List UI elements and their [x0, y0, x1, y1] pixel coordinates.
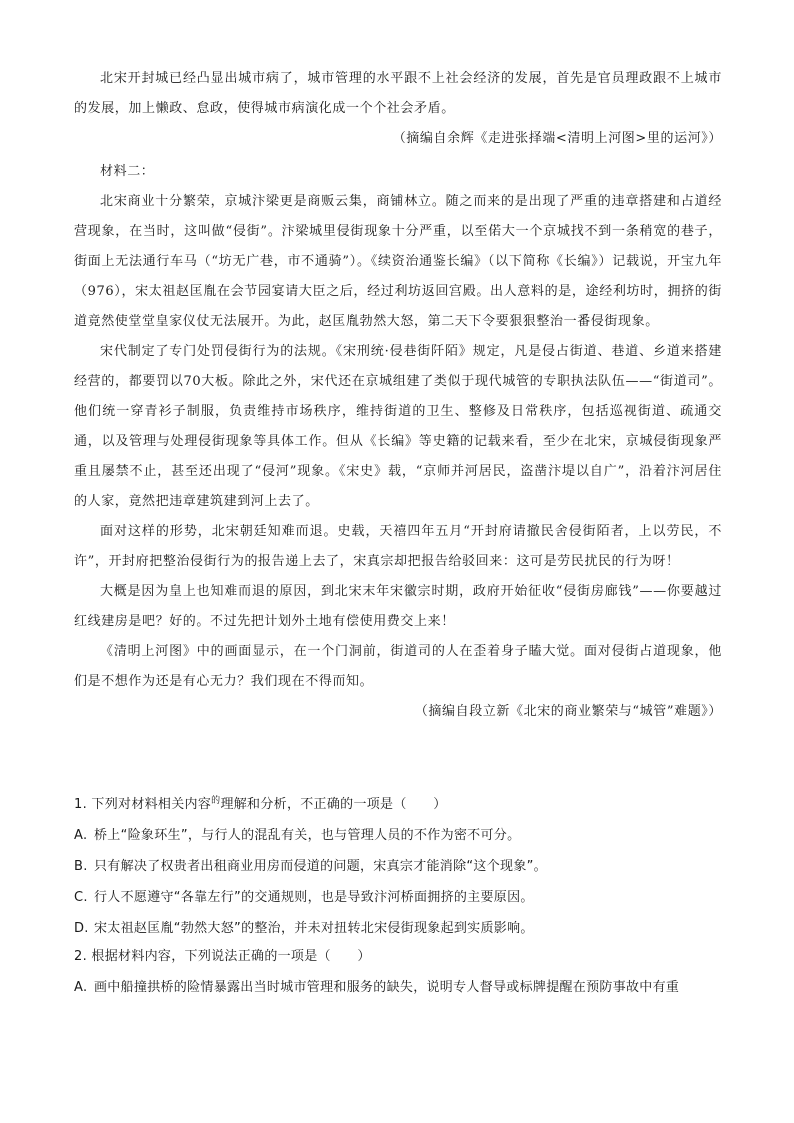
question-1-stem — [74, 786, 722, 820]
material-1 — [74, 64, 722, 154]
material-2 — [74, 157, 722, 727]
question-2 — [74, 941, 722, 1003]
material-1-paragraph: 北宋开封城已经凸显出城市病了，城市管理的水平跟不上社会经济的发展，首先是官员理政跟不上城市的发展，加上懒政、怠政，使得城市病演化成一个个社会矛盾。 — [74, 71, 722, 116]
option-letter: A. — [74, 980, 88, 995]
question-1 — [74, 786, 722, 944]
question-1-stem-sup: 的 — [211, 796, 221, 806]
option-letter: D. — [74, 921, 89, 936]
question-1-option-c — [74, 882, 722, 913]
question-1-option-a — [74, 820, 722, 851]
material-2-source: （摘编自段立新《北宋的商业繁荣与“城管”难题》） — [414, 704, 722, 719]
option-text: 桥上“险象环生”，与行人的混乱有关，也与管理人员的不作为密不可分。 — [94, 828, 521, 843]
material-2-paragraph-1: 北宋商业十分繁荣，京城汴梁更是商贩云集，商铺林立。随之而来的是出现了严重的违章搭建和占道经营现象，在当时，这叫做“侵街”。汴梁城里侵街现象十分严重，以至偌大一个京城找不到一条稍宽的巷子，街面上无法通行车马（“坊无广巷，市不通骑”）。《续资治通鉴长编》（以下简称《长编》）记载说，开宝九年（976），宋太祖赵匡胤在会节园宴请大臣之后，经过利坊返回宫殿。出人意料的是，途经利坊时，拥挤的街道竟然使堂堂皇家仪仗无法展开。为此，赵匡胤勃然大怒，第二天下令要狠狠整治一番侵街现象。 — [74, 194, 722, 329]
question-1-stem-before: 1. 下列对材料相关内容 — [74, 797, 212, 812]
option-text: 画中船撞拱桥的险情暴露出当时城市管理和服务的缺失，说明专人督导或标牌提醒在预防事故中有重 — [94, 980, 680, 995]
option-letter: A. — [74, 828, 88, 843]
material-2-paragraph-5: 《清明上河图》中的画面显示，在一个门洞前，街道司的人在歪着身子瞌大觉。面对侵街占道现象，他们是不想作为还是有心无力？我们现在不得而知。 — [74, 644, 722, 689]
question-1-stem-after: 理解和分析，不正确的一项是（ ） — [220, 797, 447, 812]
question-2-stem: 2. 根据材料内容，下列说法正确的一项是（ ） — [74, 949, 371, 964]
option-letter: C. — [74, 890, 88, 905]
question-1-option-d — [74, 913, 722, 944]
material-2-paragraph-4: 大概是因为皇上也知难而退的原因，到北宋末年宋徽宗时期，政府开始征收“侵街房廊钱”——你要越过红线建房是吧？好的。不过先把计划外土地有偿使用费交上来！ — [74, 584, 722, 629]
option-letter: B. — [74, 859, 88, 874]
material-2-heading: 材料二： — [100, 164, 155, 179]
material-2-paragraph-2: 宋代制定了专门处罚侵街行为的法规。《宋刑统·侵巷街阡陌》规定，凡是侵占街道、巷道、乡道来搭建经营的，都要罚以70大板。除此之外，宋代还在京城组建了类似于现代城管的专职执法队伍——“街道司”。他们统一穿青衫子制服，负责维持市场秩序，维持街道的卫生、整修及日常秩序，包括巡视街道、疏通交通，以及管理与处理侵街现象等具体工作。但从《长编》等史籍的记载来看，至少在北宋，京城侵街现象严重且屡禁不止，甚至还出现了“侵河”现象。《宋史》载，“京师并河居民，盗凿汴堤以自广”，沿着汴河居住的人家，竟然把违章建筑建到河上去了。 — [74, 344, 722, 509]
material-1-source: （摘编自余辉《走进张择端<清明上河图>里的运河》） — [392, 131, 722, 146]
option-text: 只有解决了权贵者出租商业用房而侵道的问题，宋真宗才能消除“这个现象”。 — [94, 859, 547, 874]
option-text: 行人不愿遵守“各靠左行”的交通规则，也是导致汴河桥面拥挤的主要原因。 — [94, 890, 534, 905]
question-2-option-a — [74, 972, 722, 1003]
question-1-option-b — [74, 851, 722, 882]
material-2-paragraph-3: 面对这样的形势，北宋朝廷知难而退。史载，天禧四年五月“开封府请撤民舍侵街陌者，上以劳民，不许”，开封府把整治侵街行为的报告递上去了，宋真宗却把报告给驳回来：这可是劳民扰民的行为呀！ — [74, 524, 722, 569]
option-text: 宋太祖赵匡胤“勃然大怒”的整治，并未对扭转北宋侵街现象起到实质影响。 — [94, 921, 534, 936]
